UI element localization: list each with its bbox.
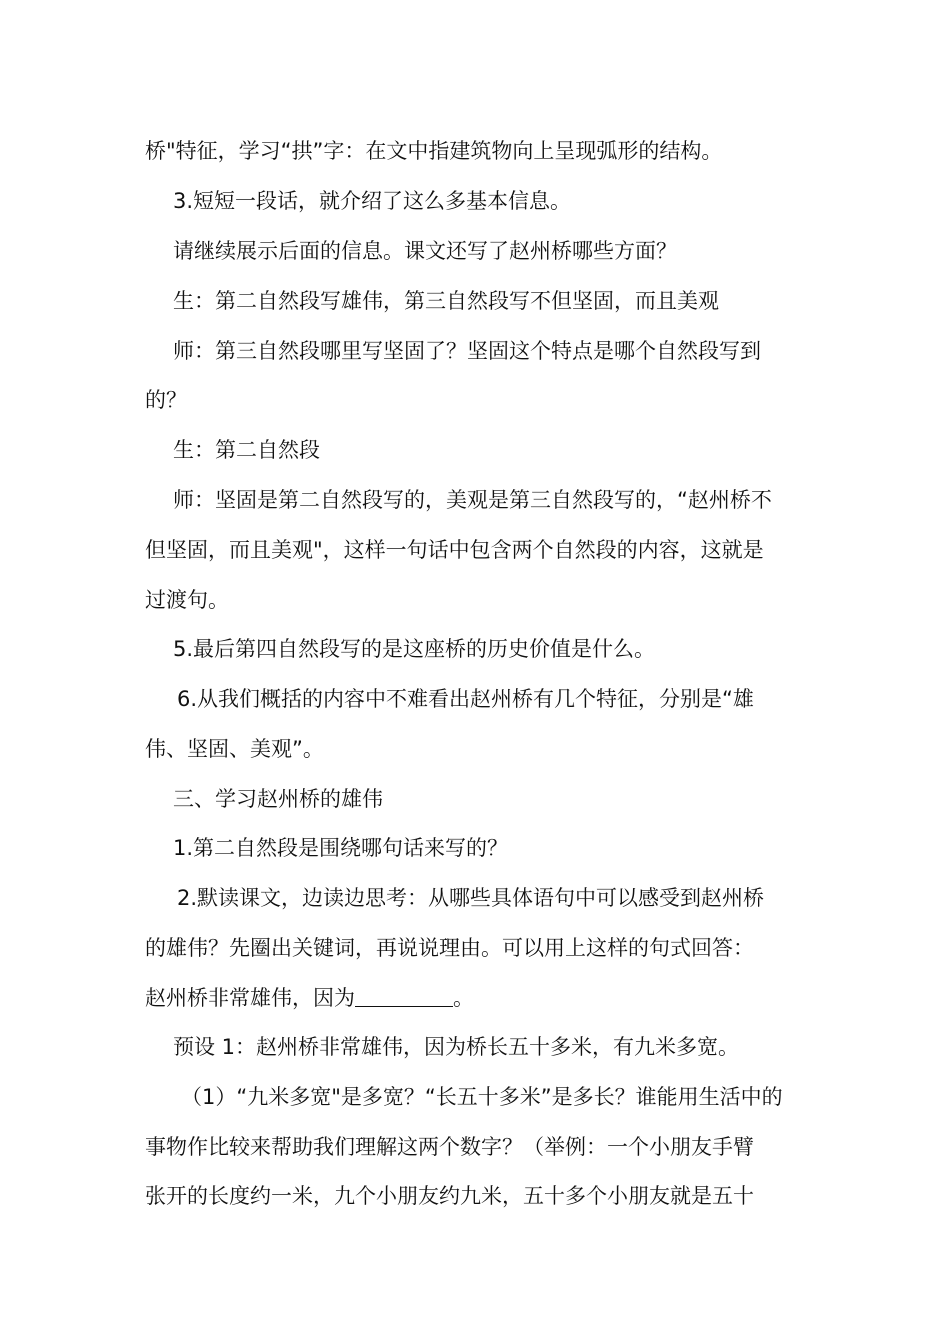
text-line-20: （1）“九米多宽"是多宽？“长五十多米”是多长？谁能用生活中的	[181, 1085, 783, 1109]
text-line-22: 张开的长度约一米，九个小朋友约九米，五十多个小朋友就是五十	[145, 1184, 754, 1208]
text-line-16: 2.默读课文，边读边思考：从哪些具体语句中可以感受到赵州桥	[177, 886, 765, 910]
text-line-17: 的雄伟？先圈出关键词，再说说理由。可以用上这样的句式回答：	[145, 936, 754, 960]
text-line-3: 请继续展示后面的信息。课文还写了赵州桥哪些方面？	[173, 239, 677, 263]
text-line-10: 过渡句。	[145, 588, 229, 612]
text-line-1: 桥"特征，学习“拱”字：在文中指建筑物向上呈现弧形的结构。	[145, 139, 723, 163]
text-line-8: 师：坚固是第二自然段写的，美观是第三自然段写的，“赵州桥不	[173, 488, 772, 512]
text-line-6: 的？	[145, 388, 187, 412]
text-line-9: 但坚固，而且美观"，这样一句话中包含两个自然段的内容，这就是	[145, 538, 764, 562]
text-line-21: 事物作比较来帮助我们理解这两个数字？（举例：一个小朋友手臂	[145, 1135, 754, 1159]
fill-in-blank	[355, 984, 453, 1007]
text-line-12: 6.从我们概括的内容中不难看出赵州桥有几个特征，分别是“雄	[177, 687, 754, 711]
text-line-15: 1.第二自然段是围绕哪句话来写的？	[173, 836, 509, 860]
text-line-19: 预设 1：赵州桥非常雄伟，因为桥长五十多米，有九米多宽。	[173, 1035, 740, 1059]
section-heading: 三、学习赵州桥的雄伟	[173, 787, 383, 811]
text-line-2: 3.短短一段话，就介绍了这么多基本信息。	[173, 189, 572, 213]
text-line-4: 生：第二自然段写雄伟，第三自然段写不但坚固，而且美观	[173, 289, 719, 313]
text-line-7: 生：第二自然段	[173, 438, 320, 462]
sentence-pattern-prefix: 赵州桥非常雄伟，因为	[145, 986, 355, 1010]
text-line-13: 伟、坚固、美观”。	[145, 737, 324, 761]
sentence-pattern-suffix: 。	[453, 986, 474, 1010]
text-line-18	[145, 983, 810, 1013]
text-line-11: 5.最后第四自然段写的是这座桥的历史价值是什么。	[173, 637, 656, 661]
text-line-5: 师：第三自然段哪里写坚固了？坚固这个特点是哪个自然段写到	[173, 339, 761, 363]
